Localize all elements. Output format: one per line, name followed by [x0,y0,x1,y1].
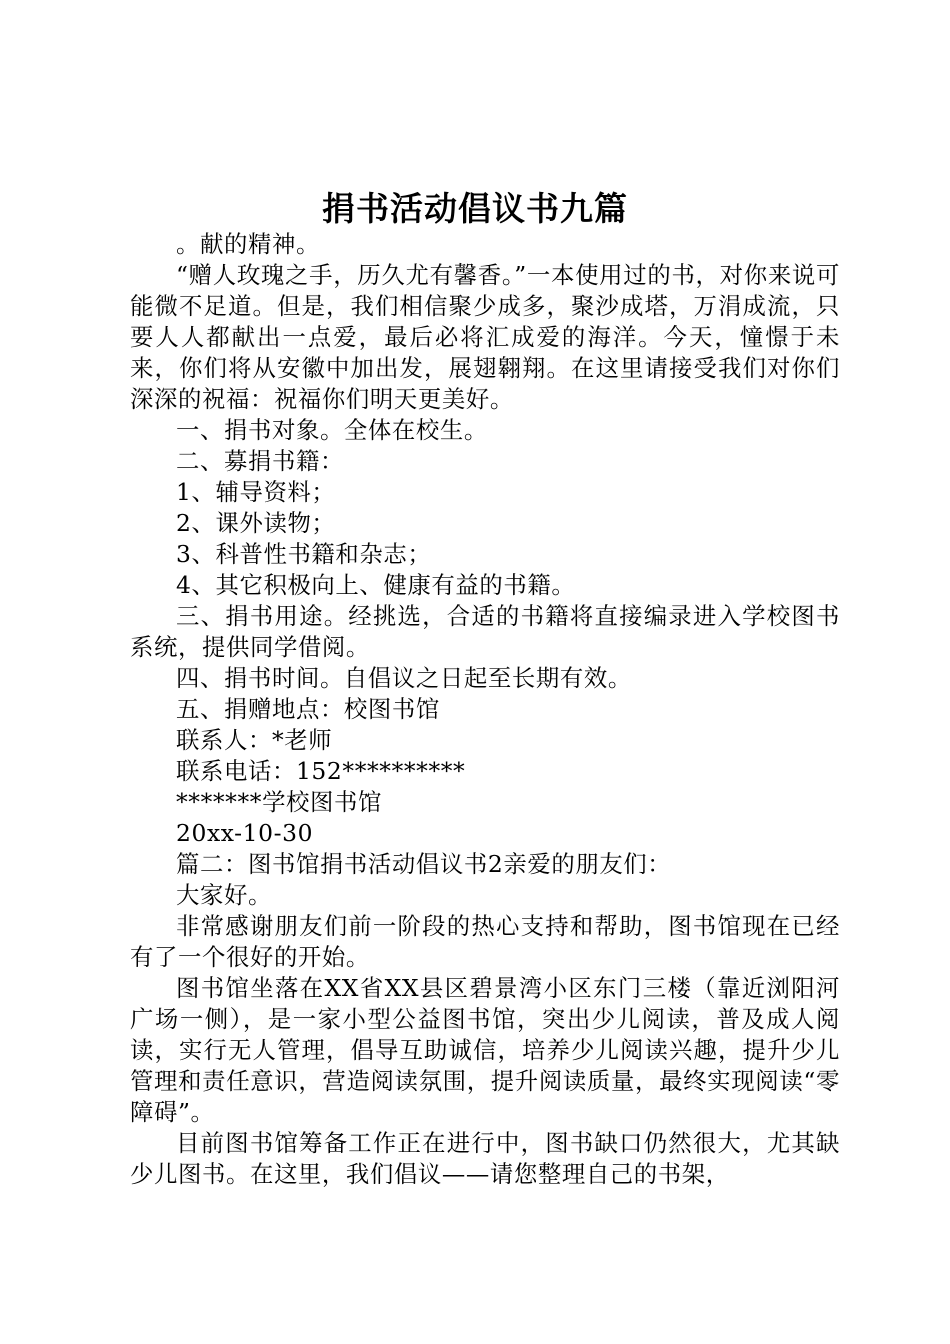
paragraph: 大家好。 [176,881,272,909]
paragraph: “赠人玫瑰之手，历久尤有馨香。”一本使用过的书，对你来说可能微不足道。但是，我们相信聚少成多，聚沙成塔，万涓成流，只要人人都献出一点爱，最后必将汇成爱的海洋。今天，憧憬于未来，你们将从安徽中加出发，展翅翱翔。在这里请接受我们对你们深深的祝福：祝福你们明天更美好。 [130,261,840,413]
paragraph: 五、捐赠地点：校图书馆 [176,695,440,723]
paragraph: 联系人：*老师 [176,726,333,754]
paragraph: 1、辅导资料； [176,478,336,506]
paragraph: 二、募捐书籍： [176,447,344,475]
document-title: 捐书活动倡议书九篇 [322,189,628,228]
paragraph: 三、捐书用途。经挑选，合适的书籍将直接编录进入学校图书系统，提供同学借阅。 [130,602,840,661]
paragraph: 20xx-10-30 [176,819,314,847]
paragraph: 2、课外读物； [176,509,336,537]
paragraph: 4、其它积极向上、健康有益的书籍。 [176,571,576,599]
paragraph: 联系电话：152********** [176,757,466,785]
paragraph: 一、捐书对象。全体在校生。 [176,416,488,444]
document-body [130,229,840,1190]
paragraph: 篇二：图书馆捐书活动倡议书2亲爱的朋友们： [176,850,672,878]
paragraph: 。献的精神。 [176,230,320,258]
paragraph: 3、科普性书籍和杂志； [176,540,432,568]
paragraph: 四、捐书时间。自倡议之日起至长期有效。 [176,664,632,692]
paragraph: *******学校图书馆 [176,788,383,816]
paragraph: 目前图书馆筹备工作正在进行中，图书缺口仍然很大，尤其缺少儿图书。在这里，我们倡议——请您整理自己的书架， [130,1129,840,1188]
paragraph: 非常感谢朋友们前一阶段的热心支持和帮助，图书馆现在已经有了一个很好的开始。 [130,912,840,971]
paragraph: 图书馆坐落在XX省XX县区碧景湾小区东门三楼（靠近浏阳河广场一侧），是一家小型公益图书馆，突出少儿阅读，普及成人阅读，实行无人管理，倡导互助诚信，培养少儿阅读兴趣，提升少儿管理和责任意识，营造阅读氛围，提升阅读质量，最终实现阅读“零障碍”。 [130,974,840,1126]
